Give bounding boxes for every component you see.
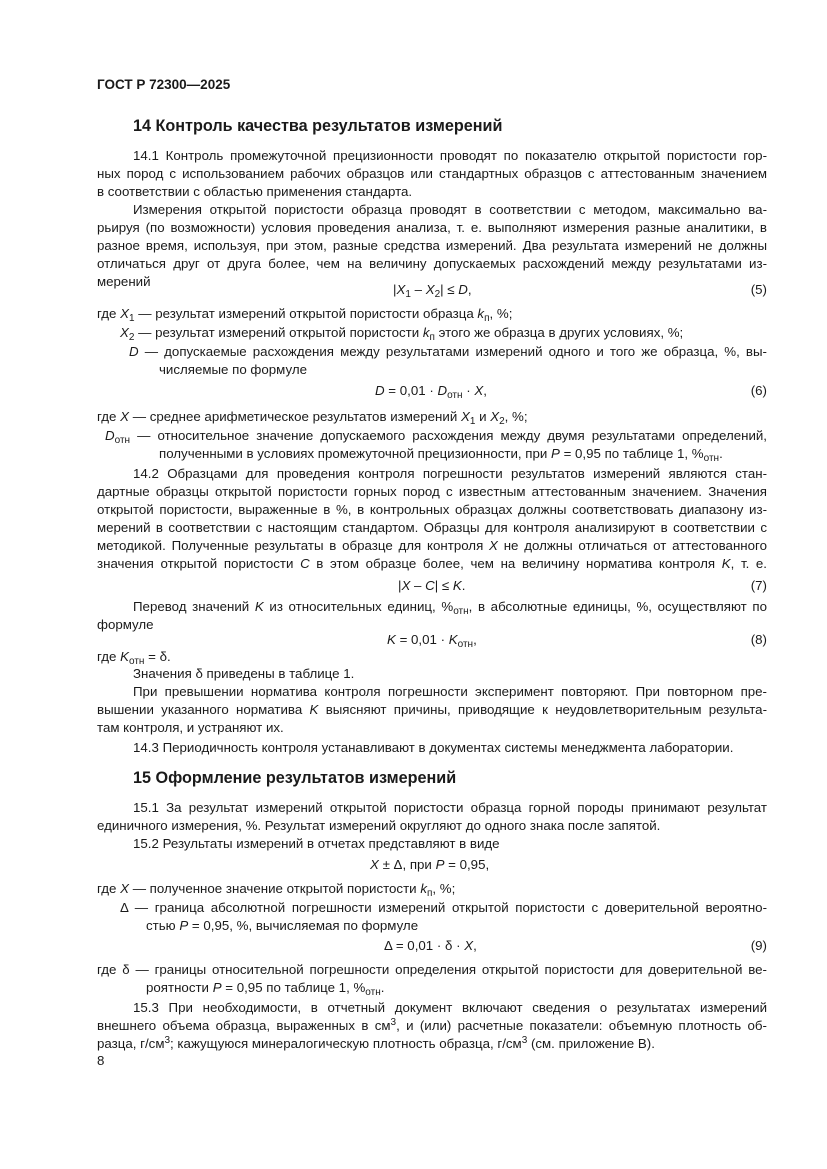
section-14-title: 14 Контроль качества результатов измерений [133, 117, 503, 135]
p-izm-line4: отличаться друг от друга более, чем на величину допускаемых расхождений между результатами из- [97, 256, 767, 271]
formula-7: |X – C| ≤ K. [398, 578, 466, 593]
prev-line3: там контроля, и устраняют их. [97, 720, 284, 735]
section-15-title: 15 Оформление результатов измерений [133, 769, 457, 787]
eq-number-6: (6) [750, 383, 767, 398]
p-izm-line1: Измерения открытой пористости образца проводят в соответствии с методом, максимально ва- [133, 202, 767, 217]
document-header: ГОСТ Р 72300—2025 [97, 77, 231, 92]
where-delta-line1: Δ — граница абсолютной погрешности измерений открытой пористости с доверительной вероятно- [120, 900, 767, 915]
p142-line5: методикой. Полученные результаты в образце для контроля X не должны отличаться от аттестованного [97, 538, 767, 553]
p141-line2: ных пород с использованием рабочих образцов или стандартных образцов с аттестованным значением [97, 166, 767, 181]
p153-line2: внешнего объема образца, выраженных в $см^3$, и (или) расчетные показатели: объемную плотность об- [97, 1017, 767, 1033]
p142-line2: дартные образцы открытой пористости горных пород с известным аттестованным значением. Значения [97, 484, 767, 499]
p142-line4: мерений в соответствии с настоящим стандартом. Образцы для контроля анализируют в соответствии с [97, 520, 767, 535]
where-dsmall-line1: где δ — границы относительной погрешности определения открытой пористости для доверительной ве- [97, 962, 767, 977]
p142-line3: открытой пористости, выраженные в %, в контрольных образцах должны соответствовать диапазону из- [97, 502, 767, 517]
eq-number-9: (9) [750, 938, 767, 953]
p143-line: 14.3 Периодичность контроля устанавливают в документах системы менеджмента лаборатории. [133, 740, 734, 755]
where-x-15: где X — полученное значение открытой пористости $k_п$, %; [97, 881, 456, 899]
p142-line6: значения открытой пористости C в этом образце более, чем на величину норматива контроля K, т. е. [97, 556, 767, 571]
where-dotn-line2: полученными в условиях промежуточной прецизионности, при P = 0,95 по таблице 1, $\%_{отн}$. [159, 446, 723, 464]
formula-6: $D = 0,01 \cdot D_{отн} \cdot X$, [375, 383, 487, 401]
where-delta-line2: стью P = 0,95, %, вычисляемая по формуле [146, 918, 419, 933]
where-x1: где $X_1$ — результат измерений открытой пористости образца $k_п$, %; [97, 306, 513, 324]
prev-line1: При превышении норматива контроля погрешности эксперимент повторяют. При повторном пре- [133, 684, 767, 699]
p-izm-line3: разное время, используя, при этом, разные средства измерений. Два результата измерений не должны [97, 238, 767, 253]
p142-line1: 14.2 Образцами для проведения контроля погрешности результатов измерений являются стан- [133, 466, 767, 481]
formula-9: Δ = 0,01 · δ · X, [384, 938, 477, 953]
where-d-line1: D — допускаемые расхождения между результатами измерений одного и того же образца, %, вы- [129, 344, 767, 359]
p141-line3: в соответствии с областью применения стандарта. [97, 184, 413, 199]
formula-x-delta: X ± Δ, при P = 0,95, [370, 857, 490, 872]
znach-line: Значения δ приведены в таблице 1. [133, 666, 355, 681]
p151-line1: 15.1 За результат измерений открытой пористости образца горной породы принимают результат [133, 800, 767, 815]
eq-number-8: (8) [750, 632, 767, 647]
eq-number-5: (5) [750, 282, 767, 297]
perevod-line2: формуле [97, 617, 154, 632]
where-kotn: где $K_{отн} = \delta$. [97, 649, 171, 667]
page-number: 8 [97, 1053, 105, 1068]
where-x: где X — среднее арифметическое результатов измерений $X_1$ и $X_2$, %; [97, 409, 528, 427]
p-izm-line2: рьируя (по возможности) условия проведения анализа, т. е. выполняют измерения разные аналитики, в [97, 220, 767, 235]
where-dotn-line1: $D_{отн}$ — относительное значение допускаемого расхождения между двумя результатами определений, [105, 428, 767, 446]
p141-line1: 14.1 Контроль промежуточной прецизионности проводят по показателю открытой пористости гор- [133, 148, 767, 163]
p152-line: 15.2 Результаты измерений в отчетах представляют в виде [133, 836, 500, 851]
p-izm-line5: мерений [97, 274, 151, 289]
where-x2: $X_2$ — результат измерений открытой пористости $k_п$ этого же образца в других условиях, %; [120, 325, 684, 343]
where-d-line2: числяемые по формуле [159, 362, 307, 377]
p153-line3: разца, $г/см^3$; кажущуюся минералогическую плотность образца, $г/см^3$ (см. приложение В). [97, 1035, 655, 1051]
where-dsmall-line2: роятности P = 0,95 по таблице 1, $\%_{отн}$. [146, 980, 385, 998]
perevod-line1: Перевод значений K из относительных единиц, $\%_{отн}$, в абсолютные единицы, %, осуществляют по [133, 599, 767, 617]
p151-line2: единичного измерения, %. Результат измерений округляют до одного знака после запятой. [97, 818, 661, 833]
eq-number-7: (7) [750, 578, 767, 593]
prev-line2: вышении указанного норматива K выясняют причины, приводящие к неудовлетворительным результа- [97, 702, 767, 717]
formula-8: $K = 0,01 \cdot K_{отн}$, [387, 632, 477, 650]
p153-line1: 15.3 При необходимости, в отчетный документ включают сведения о результатах измерений [133, 1000, 767, 1015]
formula-5: $|X_1 - X_2| \le D$, [393, 282, 472, 300]
